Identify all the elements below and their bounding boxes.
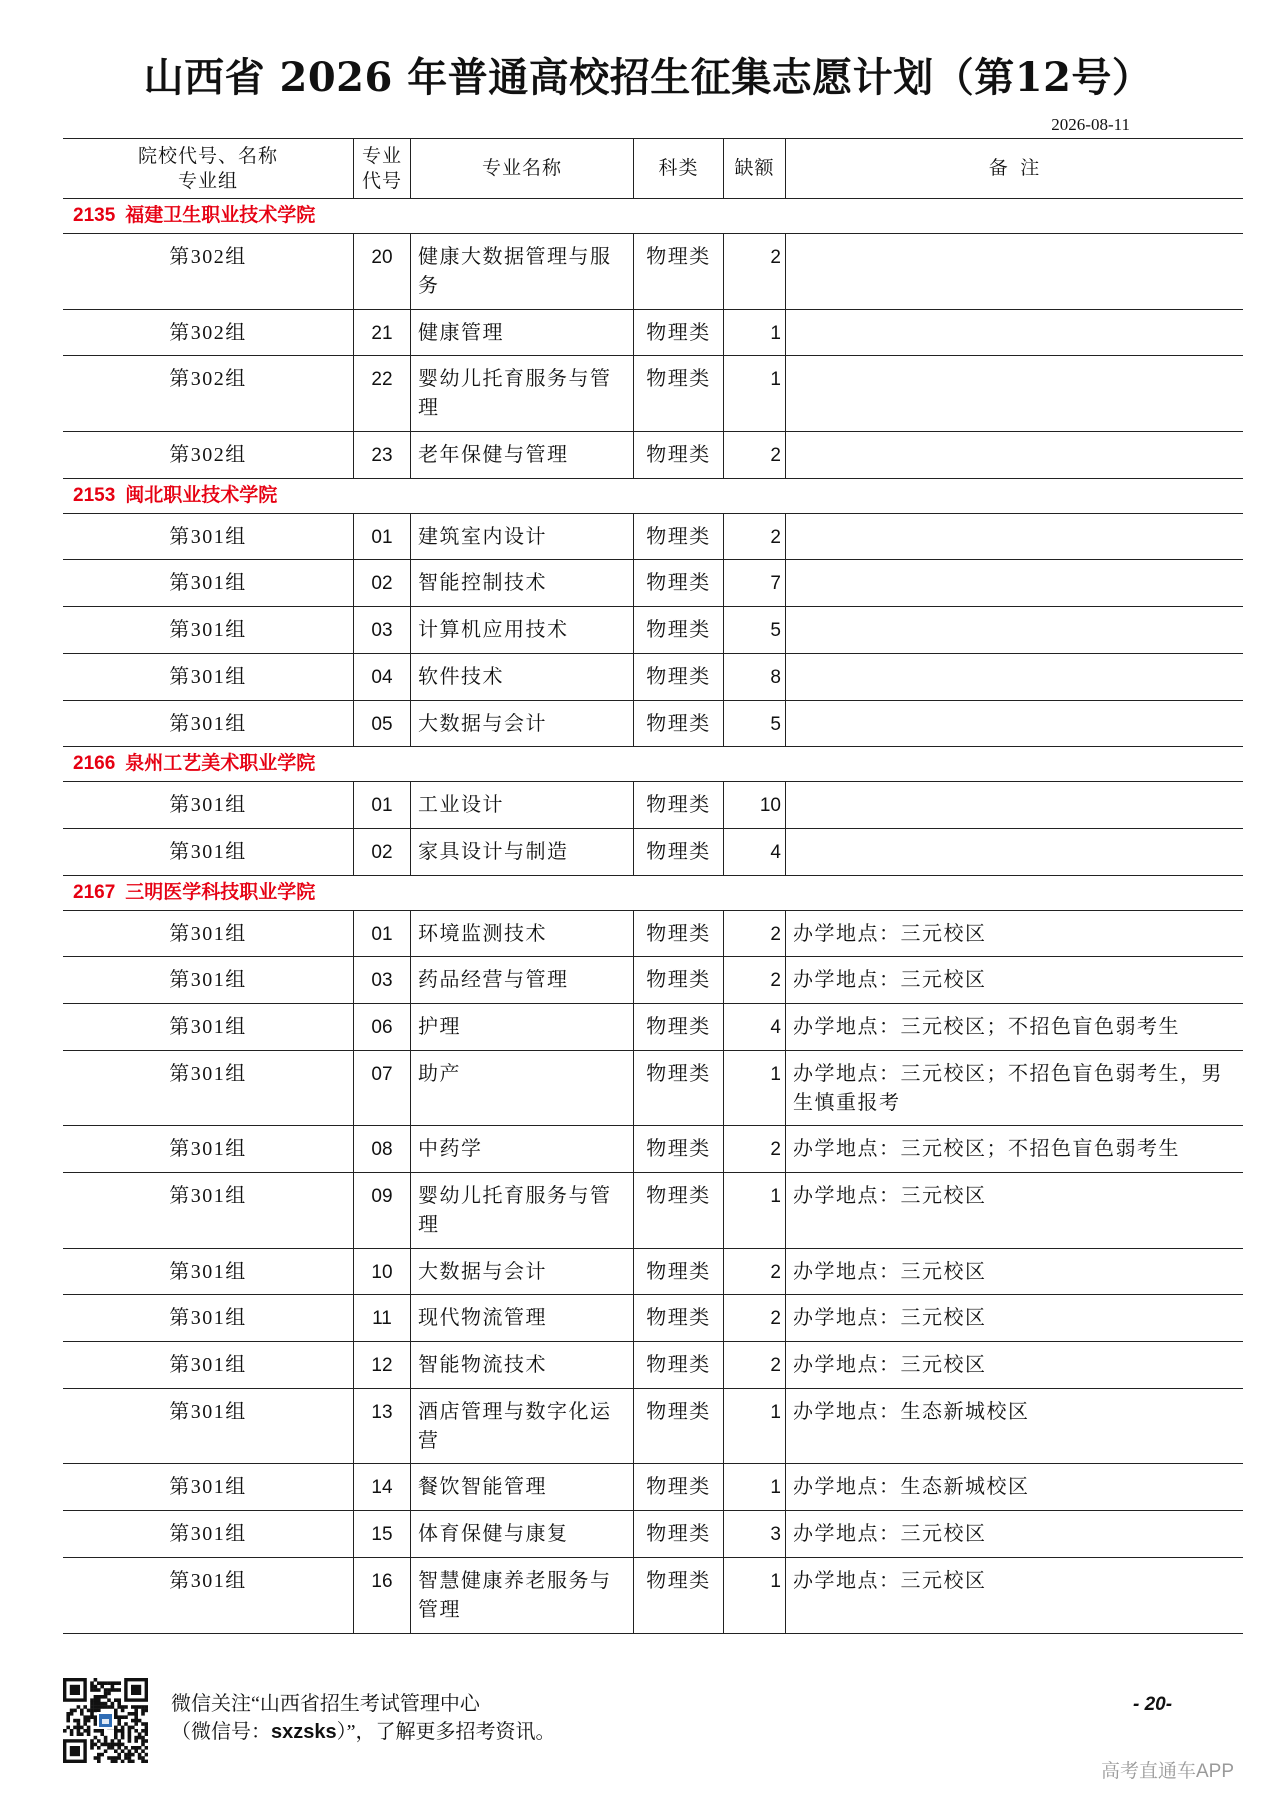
category-cell: 物理类 xyxy=(633,957,723,1003)
quota-cell: 2 xyxy=(723,514,785,560)
category-cell: 物理类 xyxy=(633,782,723,828)
major-name-cell: 健康管理 xyxy=(410,310,633,356)
table-row xyxy=(63,560,1243,607)
category-cell: 物理类 xyxy=(633,234,723,309)
note-cell: 办学地点：三元校区 xyxy=(785,1173,1243,1248)
major-group-cell: 第302组 xyxy=(169,444,247,467)
major-name-cell: 现代物流管理 xyxy=(410,1295,633,1341)
table-row xyxy=(63,829,1243,876)
major-group-cell: 第301组 xyxy=(169,525,247,548)
note-cell xyxy=(785,829,1243,875)
quota-cell: 1 xyxy=(723,1173,785,1248)
header-code-line1: 专业 xyxy=(361,145,402,167)
major-code-cell: 22 xyxy=(353,356,410,431)
category-cell: 物理类 xyxy=(633,514,723,560)
major-group-cell: 第301组 xyxy=(169,1260,247,1283)
quota-cell: 2 xyxy=(723,432,785,478)
quota-cell: 2 xyxy=(723,957,785,1003)
table-row xyxy=(63,1511,1243,1558)
school-code: 2167 xyxy=(73,881,116,903)
header-category-label: 科类 xyxy=(658,158,699,179)
table-row xyxy=(63,1389,1243,1465)
header-school-line1: 院校代号、名称 xyxy=(137,145,278,167)
table-row xyxy=(63,607,1243,654)
major-group-cell: 第302组 xyxy=(169,246,247,268)
major-name-cell: 护理 xyxy=(410,1004,633,1050)
school-row xyxy=(63,747,1243,782)
school-name: 泉州工艺美术职业学院 xyxy=(125,753,316,775)
note-cell: 办学地点：生态新城校区 xyxy=(785,1464,1243,1510)
table-row xyxy=(63,1249,1243,1296)
footer-line2 xyxy=(171,1718,556,1746)
category-cell: 物理类 xyxy=(633,1389,723,1464)
major-group-cell: 第301组 xyxy=(169,1062,247,1085)
page-title: 山西省 2026 年普通高校招生征集志愿计划（第12号） xyxy=(143,54,1153,101)
header-school-line2: 专业组 xyxy=(177,170,238,192)
note-cell xyxy=(785,782,1243,828)
table-row xyxy=(63,782,1243,829)
quota-cell: 1 xyxy=(723,1051,785,1126)
category-cell: 物理类 xyxy=(633,1126,723,1172)
table-body xyxy=(63,199,1243,1634)
major-code-cell: 04 xyxy=(353,654,410,700)
school-code: 2166 xyxy=(73,753,116,775)
major-code-cell: 01 xyxy=(353,911,410,957)
header-major-name xyxy=(410,139,633,198)
note-cell xyxy=(785,560,1243,606)
table-row xyxy=(63,310,1243,357)
note-cell xyxy=(785,701,1243,747)
header-quota xyxy=(723,139,785,198)
major-code-cell: 13 xyxy=(353,1389,410,1464)
footer-line1: 微信关注“山西省招生考试管理中心 xyxy=(171,1693,480,1715)
major-group-cell: 第301组 xyxy=(169,1015,247,1038)
school-name: 闽北职业技术学院 xyxy=(125,484,278,506)
major-group-cell: 第301组 xyxy=(169,1354,247,1377)
note-cell xyxy=(785,607,1243,653)
quota-cell: 8 xyxy=(723,654,785,700)
quota-cell: 2 xyxy=(723,1249,785,1295)
major-name-cell: 酒店管理与数字化运营 xyxy=(410,1389,633,1464)
major-code-cell: 20 xyxy=(353,234,410,309)
major-code-cell: 21 xyxy=(353,310,410,356)
header-category xyxy=(633,139,723,198)
category-cell: 物理类 xyxy=(633,911,723,957)
footer-line2-suffix: ）”，了解更多招考资讯。 xyxy=(336,1721,556,1743)
major-name-cell: 助产 xyxy=(410,1051,633,1126)
header-code-line2: 代号 xyxy=(361,170,402,192)
major-name-cell: 工业设计 xyxy=(410,782,633,828)
table-row xyxy=(63,1558,1243,1634)
major-code-cell: 02 xyxy=(353,560,410,606)
note-cell: 办学地点：三元校区；不招色盲色弱考生 xyxy=(785,1004,1243,1050)
major-group-cell: 第301组 xyxy=(169,665,247,688)
major-code-cell: 08 xyxy=(353,1126,410,1172)
major-group-cell: 第301组 xyxy=(169,1569,247,1592)
qr-code-modules xyxy=(63,1678,148,1763)
major-name-cell: 体育保健与康复 xyxy=(410,1511,633,1557)
school-code: 2135 xyxy=(73,205,116,226)
major-code-cell: 11 xyxy=(353,1295,410,1341)
major-group-cell: 第301组 xyxy=(169,840,247,863)
category-cell: 物理类 xyxy=(633,1511,723,1557)
note-cell: 办学地点：三元校区；不招色盲色弱考生 xyxy=(785,1126,1243,1172)
note-cell: 办学地点：三元校区 xyxy=(785,1295,1243,1341)
major-group-cell: 第301组 xyxy=(169,1476,247,1499)
table-row xyxy=(63,1342,1243,1389)
note-cell xyxy=(785,356,1243,431)
school-code: 2153 xyxy=(73,484,116,506)
major-code-cell: 02 xyxy=(353,829,410,875)
table-row xyxy=(63,957,1243,1004)
category-cell: 物理类 xyxy=(633,1464,723,1510)
quota-cell: 2 xyxy=(723,1126,785,1172)
major-name-cell: 婴幼儿托育服务与管理 xyxy=(410,1173,633,1248)
table-row xyxy=(63,356,1243,432)
table-row xyxy=(63,234,1243,310)
major-name-cell: 家具设计与制造 xyxy=(410,829,633,875)
major-code-cell: 05 xyxy=(353,701,410,747)
table-row xyxy=(63,1051,1243,1127)
major-group-cell: 第301组 xyxy=(169,1400,247,1423)
header-major-code xyxy=(353,139,410,198)
table-row xyxy=(63,701,1243,748)
major-name-cell: 智能物流技术 xyxy=(410,1342,633,1388)
school-row xyxy=(63,479,1243,514)
table-row xyxy=(63,1295,1243,1342)
major-group-cell: 第301组 xyxy=(169,1523,247,1546)
note-cell: 办学地点：生态新城校区 xyxy=(785,1389,1243,1464)
school-name: 福建卫生职业技术学院 xyxy=(125,205,316,226)
major-name-cell: 软件技术 xyxy=(410,654,633,700)
major-name-cell: 计算机应用技术 xyxy=(410,607,633,653)
note-cell: 办学地点：三元校区 xyxy=(785,1342,1243,1388)
major-name-cell: 大数据与会计 xyxy=(410,701,633,747)
major-group-cell: 第301组 xyxy=(169,712,247,735)
quota-cell: 2 xyxy=(723,234,785,309)
major-group-cell: 第302组 xyxy=(169,321,247,344)
quota-cell: 1 xyxy=(723,356,785,431)
note-cell xyxy=(785,514,1243,560)
note-cell: 办学地点：三元校区 xyxy=(785,1558,1243,1633)
table-row xyxy=(63,1464,1243,1511)
major-code-cell: 15 xyxy=(353,1511,410,1557)
header-major-label: 专业名称 xyxy=(481,158,562,179)
quota-cell: 5 xyxy=(723,607,785,653)
school-row xyxy=(63,199,1243,234)
note-cell: 办学地点：三元校区 xyxy=(785,1249,1243,1295)
note-cell: 办学地点：三元校区；不招色盲色弱考生，男生慎重报考 xyxy=(785,1051,1243,1126)
header-note xyxy=(785,139,1243,198)
note-cell xyxy=(785,654,1243,700)
footer-line2-prefix: （微信号： xyxy=(171,1721,271,1743)
major-code-cell: 01 xyxy=(353,514,410,560)
major-code-cell: 23 xyxy=(353,432,410,478)
major-name-cell: 大数据与会计 xyxy=(410,1249,633,1295)
major-code-cell: 06 xyxy=(353,1004,410,1050)
table-row xyxy=(63,1126,1243,1173)
school-name: 三明医学科技职业学院 xyxy=(125,881,316,903)
quota-cell: 1 xyxy=(723,310,785,356)
major-group-cell: 第301组 xyxy=(169,572,247,595)
major-group-cell: 第301组 xyxy=(169,794,247,817)
table-row xyxy=(63,654,1243,701)
major-name-cell: 餐饮智能管理 xyxy=(410,1464,633,1510)
major-code-cell: 16 xyxy=(353,1558,410,1633)
major-name-cell: 智慧健康养老服务与管理 xyxy=(410,1558,633,1633)
category-cell: 物理类 xyxy=(633,607,723,653)
note-cell xyxy=(785,310,1243,356)
table-row xyxy=(63,911,1243,958)
quota-cell: 2 xyxy=(723,1342,785,1388)
category-cell: 物理类 xyxy=(633,1558,723,1633)
major-group-cell: 第302组 xyxy=(169,368,247,391)
major-group-cell: 第301组 xyxy=(169,619,247,642)
major-group-cell: 第301组 xyxy=(169,969,247,992)
quota-cell: 2 xyxy=(723,1295,785,1341)
category-cell: 物理类 xyxy=(633,310,723,356)
publish-date: 2026-08-11 xyxy=(1051,115,1130,134)
major-name-cell: 健康大数据管理与服务 xyxy=(410,234,633,309)
category-cell: 物理类 xyxy=(633,1051,723,1126)
major-code-cell: 03 xyxy=(353,607,410,653)
category-cell: 物理类 xyxy=(633,1249,723,1295)
school-row xyxy=(63,876,1243,911)
major-code-cell: 03 xyxy=(353,957,410,1003)
table-row xyxy=(63,514,1243,561)
table-row xyxy=(63,1004,1243,1051)
watermark: 高考直通车APP xyxy=(1101,1761,1235,1782)
major-name-cell: 婴幼儿托育服务与管理 xyxy=(410,356,633,431)
note-cell xyxy=(785,432,1243,478)
table-header xyxy=(63,139,1243,199)
category-cell: 物理类 xyxy=(633,560,723,606)
quota-cell: 2 xyxy=(723,911,785,957)
category-cell: 物理类 xyxy=(633,701,723,747)
major-code-cell: 12 xyxy=(353,1342,410,1388)
major-group-cell: 第301组 xyxy=(169,922,247,945)
category-cell: 物理类 xyxy=(633,356,723,431)
quota-cell: 1 xyxy=(723,1389,785,1464)
major-name-cell: 老年保健与管理 xyxy=(410,432,633,478)
category-cell: 物理类 xyxy=(633,1173,723,1248)
header-note-label: 备 注 xyxy=(988,158,1041,179)
major-name-cell: 智能控制技术 xyxy=(410,560,633,606)
footer-wechat-notice xyxy=(171,1690,556,1746)
header-school-group xyxy=(63,139,353,198)
enrollment-plan-table xyxy=(63,138,1243,1634)
category-cell: 物理类 xyxy=(633,1004,723,1050)
quota-cell: 1 xyxy=(723,1558,785,1633)
major-group-cell: 第301组 xyxy=(169,1307,247,1330)
category-cell: 物理类 xyxy=(633,1342,723,1388)
page-number: - 20- xyxy=(1133,1694,1173,1715)
quota-cell: 5 xyxy=(723,701,785,747)
major-group-cell: 第301组 xyxy=(169,1138,247,1161)
major-name-cell: 中药学 xyxy=(410,1126,633,1172)
header-quota-label: 缺额 xyxy=(734,158,775,179)
quota-cell: 7 xyxy=(723,560,785,606)
quota-cell: 4 xyxy=(723,1004,785,1050)
major-name-cell: 建筑室内设计 xyxy=(410,514,633,560)
quota-cell: 10 xyxy=(723,782,785,828)
major-code-cell: 10 xyxy=(353,1249,410,1295)
major-name-cell: 药品经营与管理 xyxy=(410,957,633,1003)
major-code-cell: 01 xyxy=(353,782,410,828)
category-cell: 物理类 xyxy=(633,432,723,478)
note-cell: 办学地点：三元校区 xyxy=(785,957,1243,1003)
quota-cell: 3 xyxy=(723,1511,785,1557)
note-cell xyxy=(785,234,1243,309)
table-row xyxy=(63,1173,1243,1249)
quota-cell: 1 xyxy=(723,1464,785,1510)
category-cell: 物理类 xyxy=(633,654,723,700)
quota-cell: 4 xyxy=(723,829,785,875)
note-cell: 办学地点：三元校区 xyxy=(785,1511,1243,1557)
major-code-cell: 14 xyxy=(353,1464,410,1510)
category-cell: 物理类 xyxy=(633,829,723,875)
major-name-cell: 环境监测技术 xyxy=(410,911,633,957)
major-code-cell: 09 xyxy=(353,1173,410,1248)
major-code-cell: 07 xyxy=(353,1051,410,1126)
wechat-id: sxzsks xyxy=(271,1721,337,1743)
table-row xyxy=(63,432,1243,479)
note-cell: 办学地点：三元校区 xyxy=(785,911,1243,957)
qr-code xyxy=(63,1678,148,1763)
category-cell: 物理类 xyxy=(633,1295,723,1341)
major-group-cell: 第301组 xyxy=(169,1185,247,1207)
